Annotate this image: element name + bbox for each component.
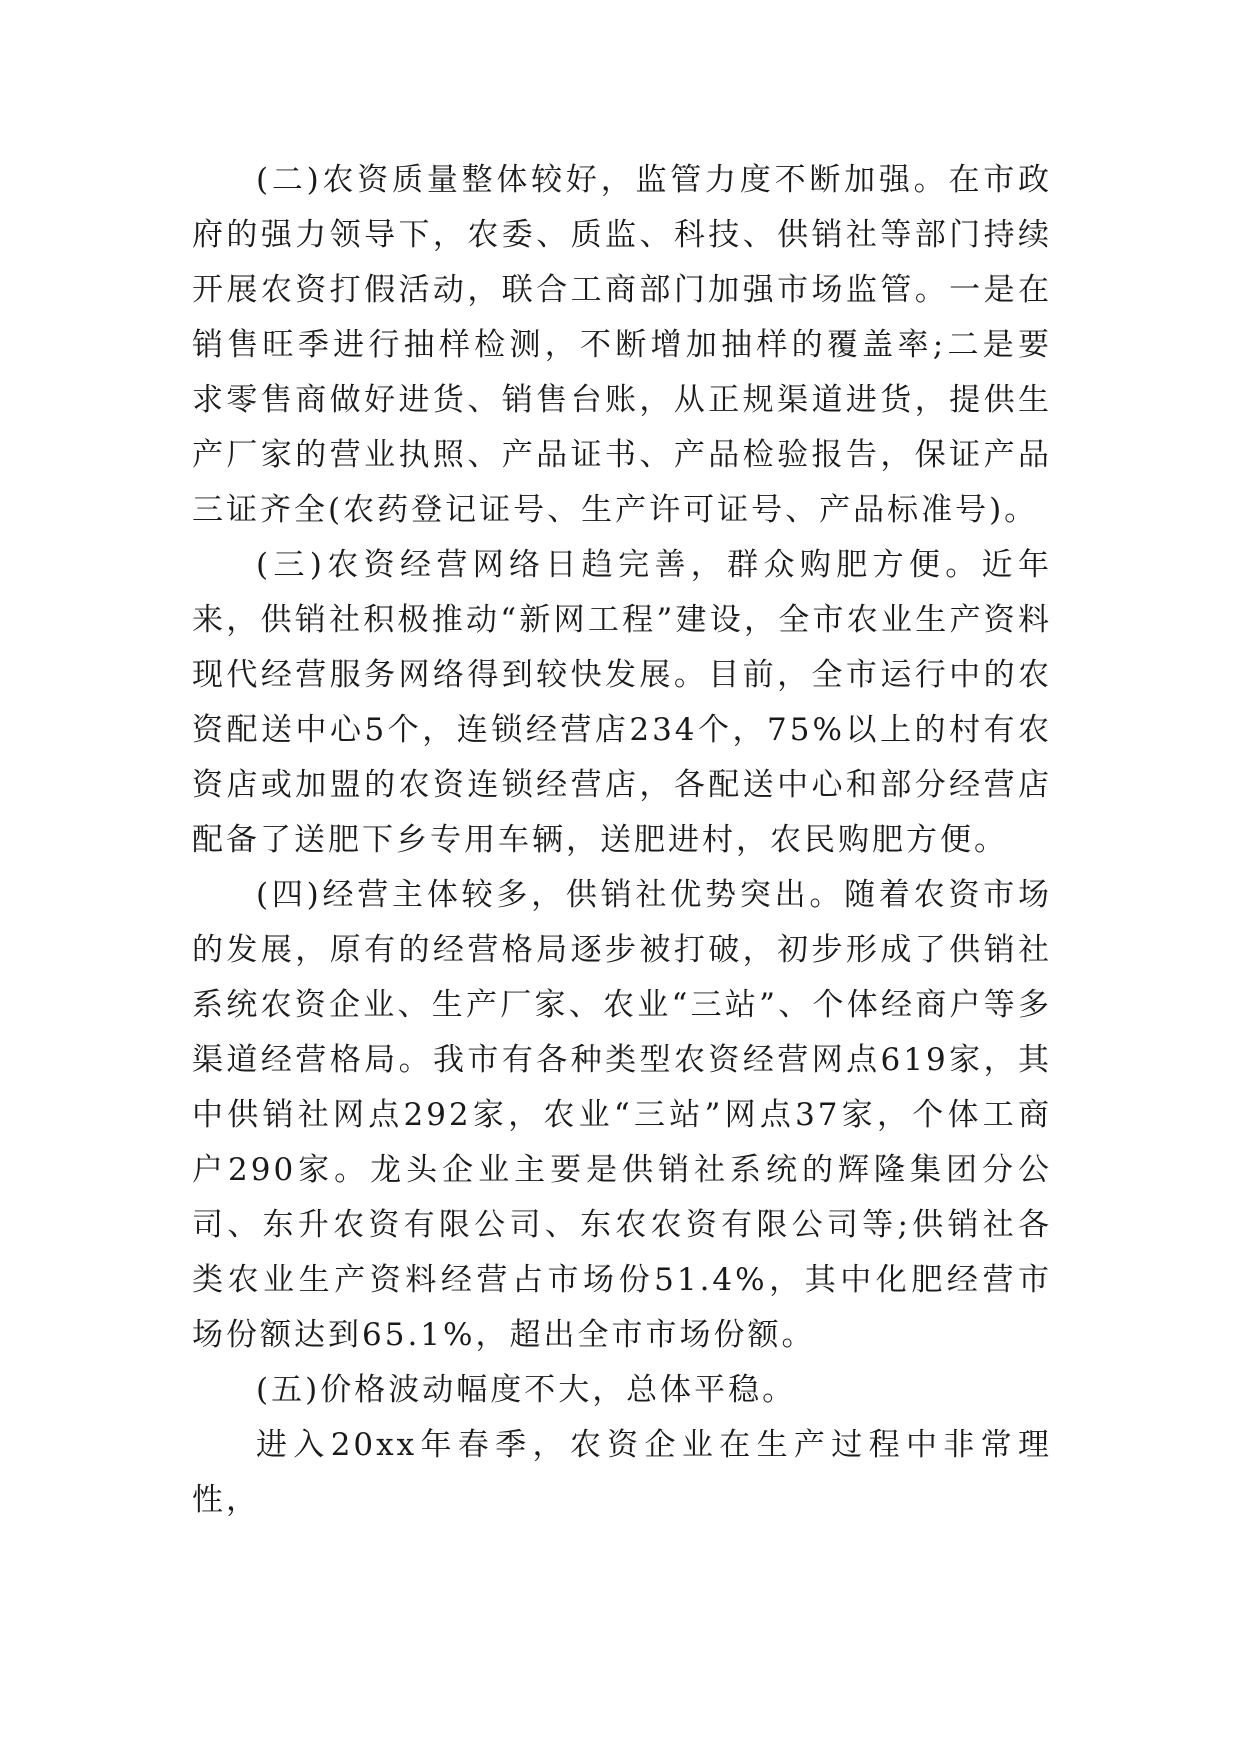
paragraph-spring-season: 进入20xx年春季，农资企业在生产过程中非常理性，: [192, 1427, 1052, 1518]
paragraph-distribution-network: (三)农资经营网络日趋完善，群众购肥方便。近年来，供销社积极推动“新网工程”建设，全市农业生产资料现代经营服务网络得到较快发展。目前，全市运行中的农资配送中心5个，连锁经营店234个，75%以上的村有农资店或加盟的农资连锁经营店，各配送中心和部分经营店配备了送肥下乡专用车辆，送肥进村，农民购肥方便。: [192, 547, 1052, 858]
paragraph-price-stability-heading: (五)价格波动幅度不大，总体平稳。: [256, 1372, 797, 1408]
paragraph-business-entities: (四)经营主体较多，供销社优势突出。随着农资市场的发展，原有的经营格局逐步被打破，初步形成了供销社系统农资企业、生产厂家、农业“三站”、个体经商户等多渠道经营格局。我市有各种类型农资经营网点619家，其中供销社网点292家，农业“三站”网点37家，个体工商户290家。龙头企业主要是供销社系统的辉隆集团分公司、东升农资有限公司、东农农资有限公司等;供销社各类农业生产资料经营占市场份51.4%，其中化肥经营市场份额达到65.1%，超出全市市场份额。: [192, 877, 1052, 1353]
document-body: [192, 153, 1052, 1528]
paragraph-quality-supervision: (二)农资质量整体较好，监管力度不断加强。在市政府的强力领导下，农委、质监、科技、供销社等部门持续开展农资打假活动，联合工商部门加强市场监管。一是在销售旺季进行抽样检测，不断增加抽样的覆盖率;二是要求零售商做好进货、销售台账，从正规渠道进货，提供生产厂家的营业执照、产品证书、产品检验报告，保证产品三证齐全(农药登记证号、生产许可证号、产品标准号)。: [192, 162, 1052, 528]
